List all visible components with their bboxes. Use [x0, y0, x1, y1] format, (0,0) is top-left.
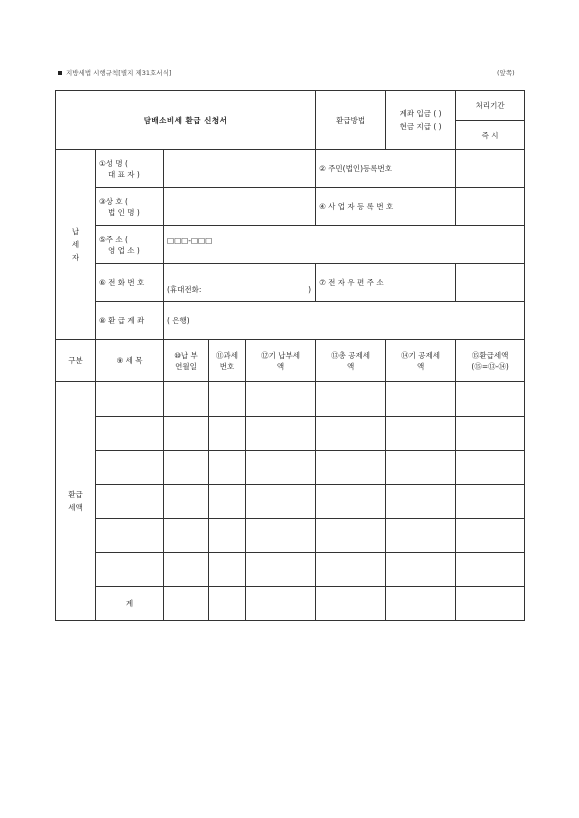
refund-application-form: [55, 90, 525, 621]
cell-payment-date[interactable]: [164, 382, 209, 416]
cell-payment-date[interactable]: [164, 484, 209, 518]
table-row: [56, 382, 525, 416]
option-account-deposit[interactable]: 계좌 입금 ( ): [399, 109, 442, 119]
cell-refund-amount[interactable]: [456, 450, 525, 484]
cell-tax-item[interactable]: [96, 450, 164, 484]
cell-tax-item[interactable]: [96, 518, 164, 552]
cell-payment-date[interactable]: [164, 450, 209, 484]
cell-payment-date[interactable]: [164, 552, 209, 586]
trade-name-label: ③상 호 ( 법 인 명 ): [96, 188, 164, 226]
cell-refund-amount[interactable]: [456, 586, 525, 620]
refund-method-options[interactable]: [386, 91, 456, 150]
phone-label: ⑥ 전 화 번 호: [96, 264, 164, 302]
cell-tax-no[interactable]: [209, 382, 246, 416]
phone-field[interactable]: (휴대전화: ): [164, 264, 316, 302]
address-label: ⑤주 소 ( 영 업 소 ): [96, 226, 164, 264]
name-field[interactable]: [164, 150, 316, 188]
cell-tax-no[interactable]: [209, 552, 246, 586]
cell-tax-item[interactable]: [96, 382, 164, 416]
bullet-square-icon: [58, 71, 62, 75]
cell-paid-amount[interactable]: [246, 484, 316, 518]
registration-no-field[interactable]: [456, 150, 525, 188]
col-header-payment-date: ⑩납 부 연월일: [164, 340, 209, 382]
cell-paid-amount[interactable]: [246, 552, 316, 586]
cell-total-deduction[interactable]: [316, 450, 386, 484]
cell-total-deduction[interactable]: [316, 586, 386, 620]
table-row: [56, 552, 525, 586]
cell-prior-deduction[interactable]: [386, 586, 456, 620]
cell-refund-amount[interactable]: [456, 416, 525, 450]
processing-period-value: 즉 시: [456, 121, 525, 150]
table-row: [56, 518, 525, 552]
table-row: [56, 416, 525, 450]
cell-refund-amount[interactable]: [456, 382, 525, 416]
refund-tax-section-label: 환급 세액: [56, 382, 96, 621]
cell-payment-date[interactable]: [164, 586, 209, 620]
email-field[interactable]: [456, 264, 525, 302]
email-label: ⑦ 전 자 우 편 주 소: [316, 264, 456, 302]
col-header-paid-amount: ⑫기 납부세 액: [246, 340, 316, 382]
table-row: [56, 484, 525, 518]
cell-total-deduction[interactable]: [316, 518, 386, 552]
cell-refund-amount[interactable]: [456, 484, 525, 518]
cell-prior-deduction[interactable]: [386, 518, 456, 552]
cell-prior-deduction[interactable]: [386, 416, 456, 450]
col-header-prior-deduction: ⑭기 공제세 액: [386, 340, 456, 382]
cell-total-deduction[interactable]: [316, 382, 386, 416]
col-header-total-deduction: ⑬총 공제세 액: [316, 340, 386, 382]
cell-total-deduction[interactable]: [316, 484, 386, 518]
cell-prior-deduction[interactable]: [386, 450, 456, 484]
cell-tax-item[interactable]: [96, 484, 164, 518]
cell-tax-no[interactable]: [209, 518, 246, 552]
refund-account-label: ⑧ 환 급 계 좌: [96, 302, 164, 340]
cell-tax-no[interactable]: [209, 586, 246, 620]
business-no-label: ④ 사 업 자 등 록 번 호: [316, 188, 456, 226]
col-header-refund-amount: ⑮환급세액 (⑮=⑬-⑭): [456, 340, 525, 382]
address-field[interactable]: □□□-□□□: [164, 226, 525, 264]
taxpayer-section-label: 납 세 자: [56, 150, 96, 340]
col-header-gubun: 구분: [56, 340, 96, 382]
refund-account-field[interactable]: ( 은행): [164, 302, 525, 340]
table-row: [56, 450, 525, 484]
cell-tax-no[interactable]: [209, 416, 246, 450]
cell-payment-date[interactable]: [164, 518, 209, 552]
registration-no-label: ② 주민(법인)등록번호: [316, 150, 456, 188]
cell-total-deduction[interactable]: [316, 552, 386, 586]
cell-prior-deduction[interactable]: [386, 382, 456, 416]
page-side-label: (앞쪽): [497, 69, 515, 77]
cell-paid-amount[interactable]: [246, 416, 316, 450]
form-title: 담배소비세 환급 신청서: [56, 91, 316, 150]
cell-refund-amount[interactable]: [456, 518, 525, 552]
name-label: ①성 명 ( 대 표 자 ): [96, 150, 164, 188]
cell-paid-amount[interactable]: [246, 382, 316, 416]
cell-paid-amount[interactable]: [246, 450, 316, 484]
cell-total-deduction[interactable]: [316, 416, 386, 450]
cell-prior-deduction[interactable]: [386, 552, 456, 586]
cell-refund-amount[interactable]: [456, 552, 525, 586]
cell-paid-amount[interactable]: [246, 586, 316, 620]
table-total-row: [56, 586, 525, 620]
form-reference: 지방세법 시행규칙[별지 제31호서식]: [58, 68, 171, 77]
refund-method-label: 환급방법: [316, 91, 386, 150]
col-header-tax-item: ⑨ 세 목: [96, 340, 164, 382]
cell-tax-item[interactable]: [96, 416, 164, 450]
total-label: 계: [96, 586, 164, 620]
cell-prior-deduction[interactable]: [386, 484, 456, 518]
option-cash-payment[interactable]: 현금 지급 ( ): [399, 122, 442, 132]
cell-tax-item[interactable]: [96, 552, 164, 586]
cell-paid-amount[interactable]: [246, 518, 316, 552]
processing-period-label: 처리기간: [456, 91, 525, 121]
cell-payment-date[interactable]: [164, 416, 209, 450]
col-header-tax-no: ⑪과세 번호: [209, 340, 246, 382]
cell-tax-no[interactable]: [209, 484, 246, 518]
trade-name-field[interactable]: [164, 188, 316, 226]
business-no-field[interactable]: [456, 188, 525, 226]
cell-tax-no[interactable]: [209, 450, 246, 484]
